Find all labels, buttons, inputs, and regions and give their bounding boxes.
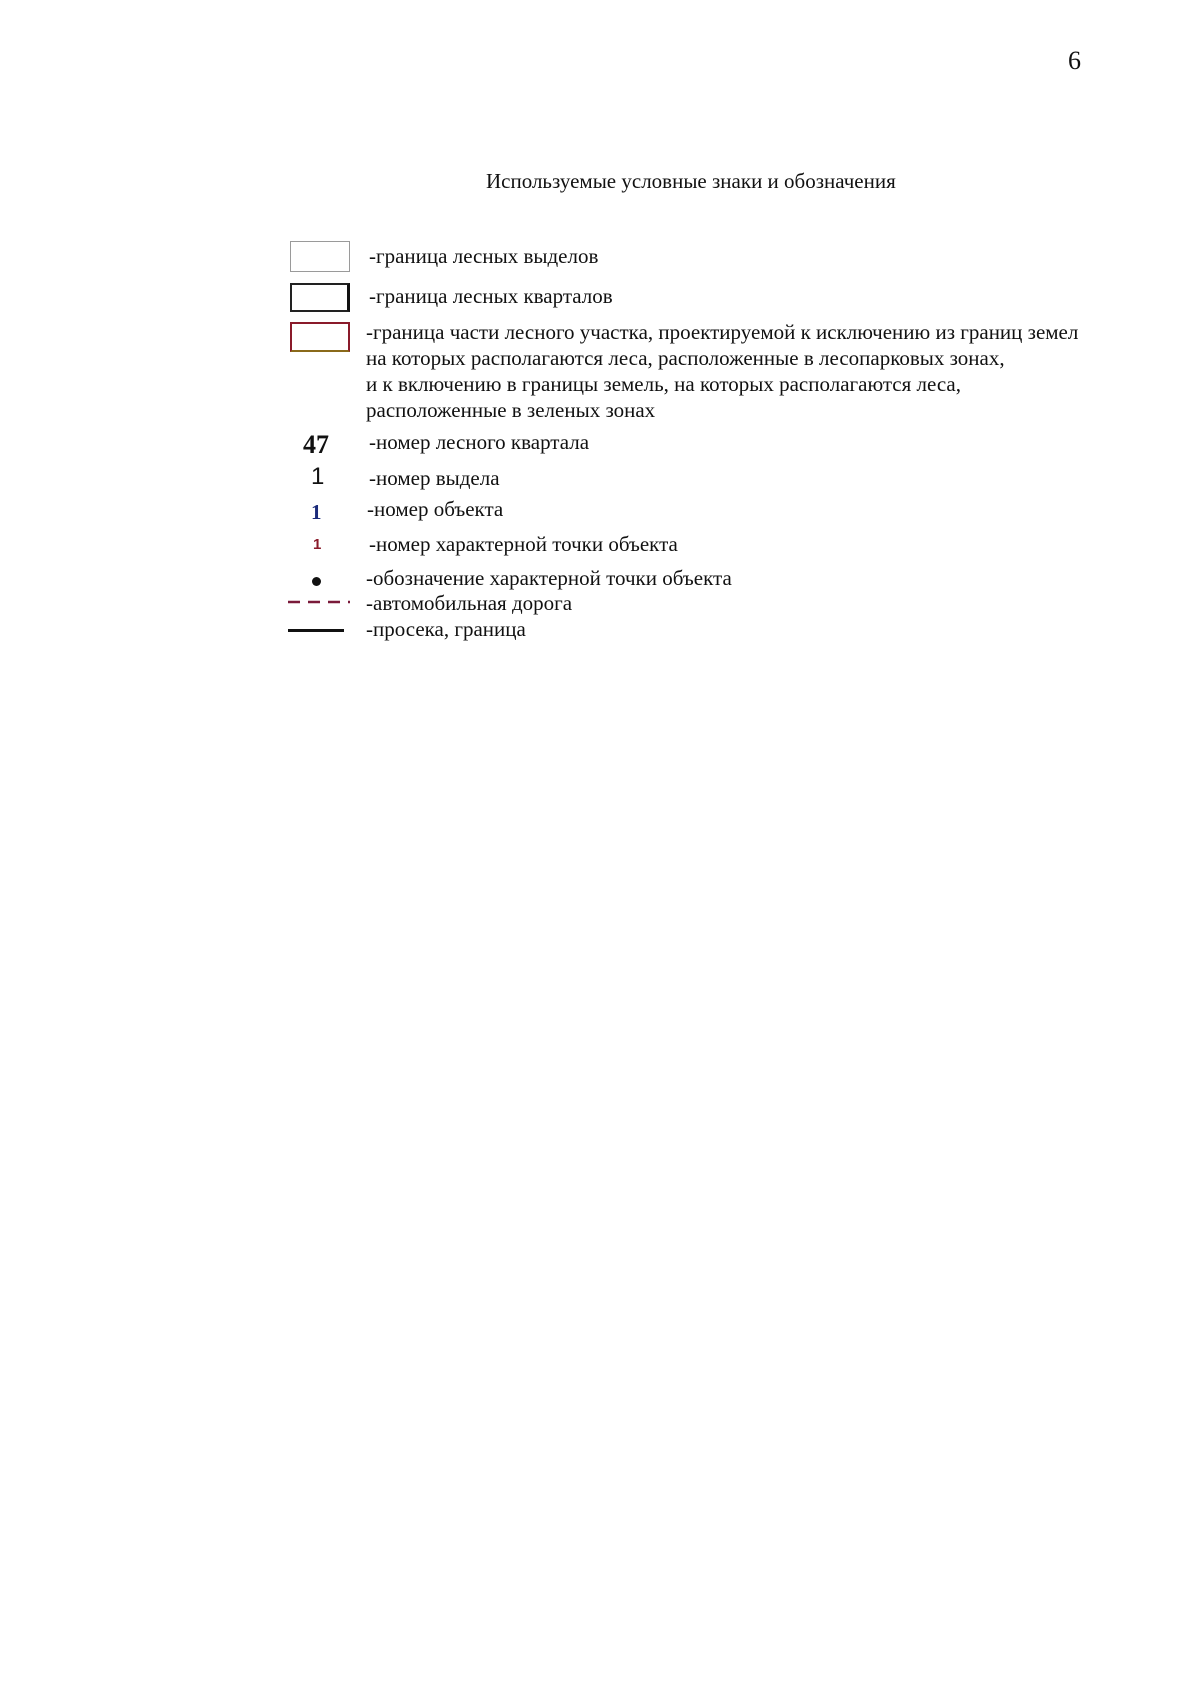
quarter-number-symbol: 47 xyxy=(303,430,329,459)
quarter-boundary-label: -граница лесных кварталов xyxy=(369,284,613,308)
plot-part-boundary-label-line-1: -граница части лесного участка, проектируемой к исключению из границ земел xyxy=(366,320,1079,344)
plot-part-boundary-label-line-3: и к включению в границы земель, на которых располагаются леса, xyxy=(366,372,961,396)
point-marker-label: -обозначение характерной точки объекта xyxy=(366,566,732,590)
object-number-label: -номер объекта xyxy=(367,497,504,521)
page-number: 6 xyxy=(1068,46,1081,75)
subcompartment-number-symbol: 1 xyxy=(311,463,325,490)
object-number-symbol: 1 xyxy=(311,500,322,524)
legend-title: Используемые условные знаки и обозначения xyxy=(486,169,896,193)
point-number-label: -номер характерной точки объекта xyxy=(369,532,678,556)
quarter-boundary-symbol xyxy=(290,283,350,312)
point-marker-dot-icon xyxy=(312,577,321,586)
plot-part-boundary-label-line-2: на которых располагаются леса, расположенные в лесопарковых зонах, xyxy=(366,346,1005,370)
subcompartment-boundary-symbol xyxy=(290,241,350,272)
road-dashed-line-icon xyxy=(286,598,352,606)
road-label: -автомобильная дорога xyxy=(366,591,573,615)
quarter-number-label: -номер лесного квартала xyxy=(369,430,590,454)
subcompartment-number-label: -номер выдела xyxy=(369,466,500,490)
cutline-solid-line-icon xyxy=(288,629,344,632)
plot-part-boundary-symbol xyxy=(290,322,350,352)
plot-part-boundary-label-line-4: расположенные в зеленых зонах xyxy=(366,398,656,422)
point-number-symbol: 1 xyxy=(313,536,322,553)
cutline-label: -просека, граница xyxy=(366,617,526,641)
subcompartment-boundary-label: -граница лесных выделов xyxy=(369,244,599,268)
